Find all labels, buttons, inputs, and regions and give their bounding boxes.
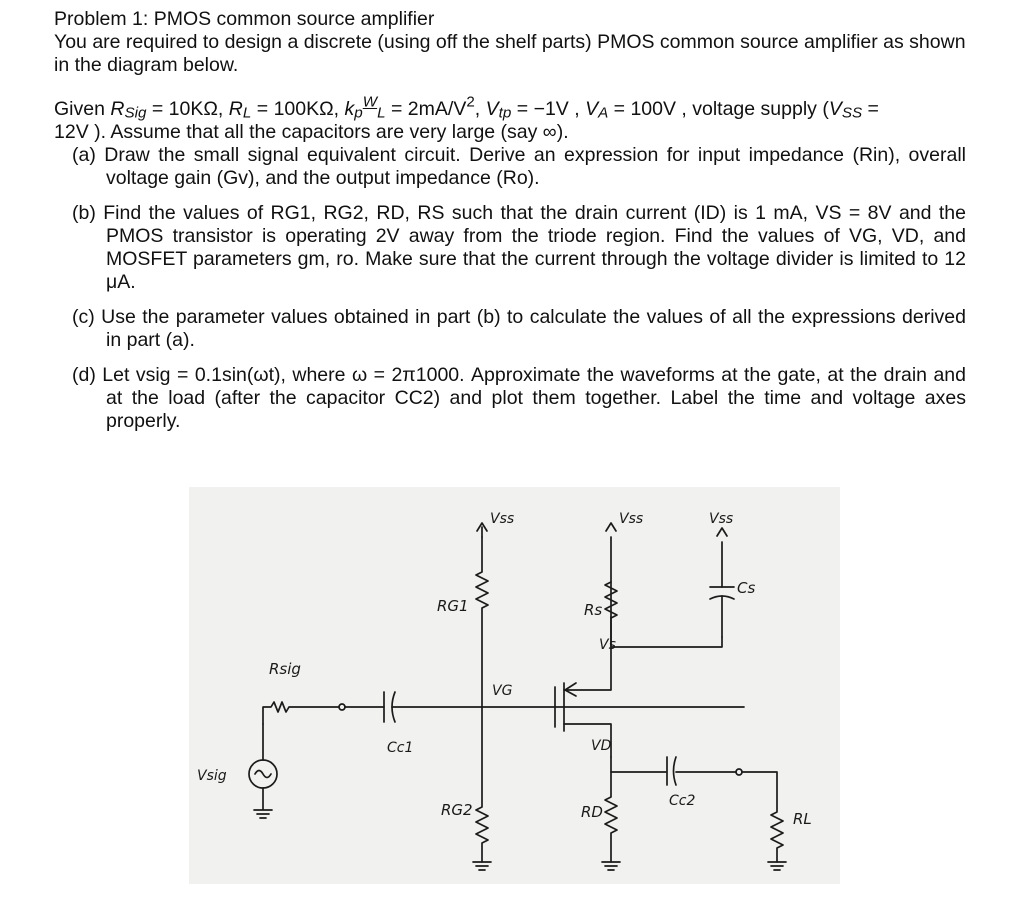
rg1-label: RG1	[437, 597, 469, 615]
part-b: (b) Find the values of RG1, RG2, RD, RS such that the drain current (ID) is 1 mA, VS = 8V and the PMOS transistor is operating 2V away from the triode region. Find the values of VG, VD, and MOSFET parameters gm, ro. Make sure that the current through the voltage divider is limited to 12 μA.	[72, 202, 966, 293]
cc2-label: Cc2	[669, 793, 696, 809]
rd-label: RD	[581, 803, 603, 821]
rsig-label: Rsig	[269, 660, 301, 678]
vss-label-bypass: Vss	[709, 511, 734, 527]
cc1-label: Cc1	[387, 740, 414, 756]
circuit-schematic	[189, 487, 840, 884]
vg-label: VG	[492, 683, 513, 699]
source-network	[605, 528, 734, 647]
problem-title: Problem 1: PMOS common source amplifier	[54, 8, 435, 30]
problem-text	[54, 8, 966, 433]
given-values: Given $R_{Sig} = 10K\Omega$, $R_L = 100K\Omega$, $k_p^W_L = 2mA/V^2$, $V_{tp} = -1V$ , $V_A = 100V$ , voltage supply ($V_{SS}$ = 12V ). Assume that all the capacitors are very large (say ∞).	[54, 93, 879, 143]
vd-label: VD	[591, 738, 612, 754]
rg2-label: RG2	[441, 801, 473, 819]
problem-intro: You are required to design a discrete (using off the shelf parts) PMOS common source amplifier as shown in the diagram below.	[54, 31, 966, 76]
rl-label: RL	[793, 810, 812, 828]
vss-label-source: Vss	[619, 511, 644, 527]
part-a: (a) Draw the small signal equivalent circuit. Derive an expression for input impedance (Rin), overall voltage gain (Gv), and the output impedance (Ro).	[72, 144, 966, 189]
part-c: (c) Use the parameter values obtained in part (b) to calculate the values of all the expressions derived in part (a).	[72, 306, 966, 351]
vsig-label: Vsig	[197, 768, 227, 784]
vss-label-gate: Vss	[490, 511, 515, 527]
circuit-diagram	[189, 487, 840, 884]
drain-load-network	[602, 757, 786, 870]
vs-label: Vs	[599, 637, 616, 653]
part-d: (d) Let vsig = 0.1sin(ωt), where ω = 2π1000. Approximate the waveforms at the gate, at the drain and at the load (after the capacitor CC2) and plot them together. Label the time and voltage axes properly.	[72, 364, 966, 432]
gate-divider	[473, 523, 491, 870]
cs-label: Cs	[737, 579, 756, 597]
rs-label: Rs	[584, 601, 603, 619]
